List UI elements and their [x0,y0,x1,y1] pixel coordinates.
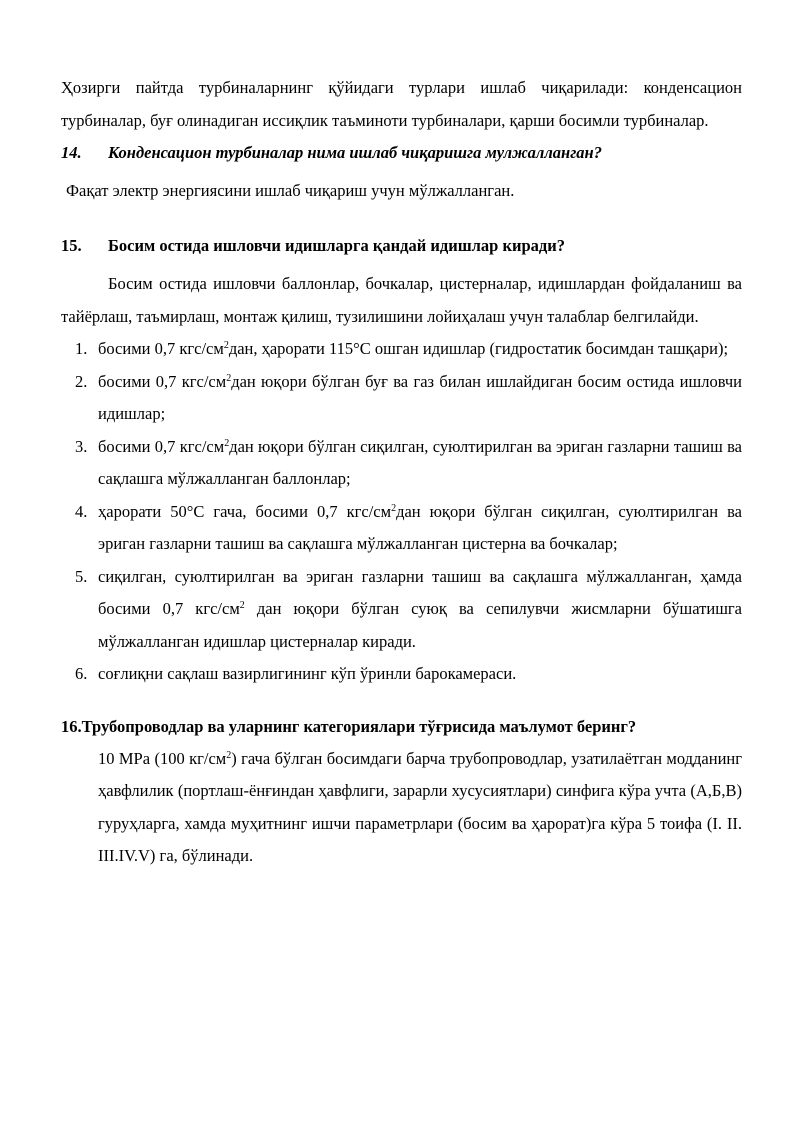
list-item [61,333,742,366]
question-14-number: 14. [61,143,82,162]
list-item-text: дан юқори бўлган буғ ва газ билан ишлайдиган босим остида ишловчи идишлар; [98,371,742,423]
list-item-text: соғлиқни сақлаш вазирлигининг кўп ўринли барокамераси. [98,664,517,683]
list-item-text: сиқилган, суюлтирилган ва эриган газларни ташиш ва сақлашга мўлжалланган, ҳамда босими 0,7 кгс/см [98,566,742,618]
list-item-number: 4. [75,501,88,521]
list-item [61,561,742,659]
vessel-list [61,333,742,691]
list-item-text: босими 0,7 кгс/см [98,371,227,391]
superscript: 2 [239,600,245,611]
list-item-number: 6. [75,664,88,683]
list-item-text: дан юқори бўлган суюқ ва сепилувчи жисмларни бўшатишга мўлжалланган идишлар цистерналар киради. [98,599,743,651]
list-item-text: босими 0,7 кгс/см [98,436,225,456]
question-15-text: Босим остида ишловчи идишларга қандай идишлар киради? [108,236,565,255]
superscript: 2 [223,340,229,351]
superscript: 2 [226,372,232,384]
list-item-number: 1. [75,339,88,358]
list-item-text: дан юқори бўлган сиқилган, суюлтирилган ва эриган газларни ташиш ва сақлашга мўлжалланган баллонлар; [98,436,742,488]
list-item-text: дан юқори бўлган сиқилган, суюлтирилган ва эриган газларни ташиш ва сақлашга мўлжалланган цистерна ва бочкалар; [98,501,742,553]
answer-16-text: 10 МРа (100 кг/см [98,748,227,768]
list-item-text: ҳарорати 50°С гача, босими 0,7 кгс/см [98,501,392,521]
list-item [61,366,742,431]
question-15-number: 15. [61,236,82,255]
list-item-number: 2. [75,371,88,391]
document-page [61,72,742,873]
question-14 [61,137,742,169]
list-item-text: босими 0,7 кгс/см [98,339,224,358]
superscript: 2 [226,749,232,761]
question-16-heading: 16.Трубопроводлар ва уларнинг категориялари тўғрисида маълумот беринг? [61,716,637,736]
answer-16-text: ) гача бўлган босимдаги барча трубопроводлар, узатилаётган модданинг ҳавфлилик (портлаш-ёнғиндан ҳавфлиги, зарарли хусусиятлари) синфига кўра учта (А,Б,В) гуруҳларга, хамда муҳитнинг ишчи параметрлари (босим ва ҳарорат)га кўра 5 тоифа (I. II. III.IV.V) га, бўлинади. [98,748,742,865]
list-item [61,496,742,561]
superscript: 2 [391,502,397,514]
list-item-number: 3. [75,436,88,456]
list-item-number: 5. [75,566,88,586]
question-15 [61,230,742,262]
intro-paragraph: Ҳозирги пайтда турбиналарнинг қўйидаги турлари ишлаб чиқарилади: конденсацион турбиналар, буғ олинадиган иссиқлик таъминоти турбиналари, қарши босимли турбиналар. [61,78,742,130]
question-14-text: Конденсацион турбиналар нима ишлаб чиқаришга мулжалланган? [108,143,602,162]
answer-16-paragraph [61,743,742,873]
superscript: 2 [224,437,230,449]
list-item [61,431,742,496]
list-item [61,658,742,691]
answer-14: Фақат электр энергиясини ишлаб чиқариш учун мўлжалланган. [66,181,515,200]
answer-15-paragraph: Босим остида ишловчи баллонлар, бочкалар, цистерналар, идишлардан фойдаланиш ва тайёрлаш, таъмирлаш, монтаж қилиш, тузилишини лойиҳалаш учун талаблар белгилайди. [61,274,742,326]
list-item-text: дан, ҳарорати 115°С ошган идишлар (гидростатик босимдан ташқари); [228,339,729,358]
